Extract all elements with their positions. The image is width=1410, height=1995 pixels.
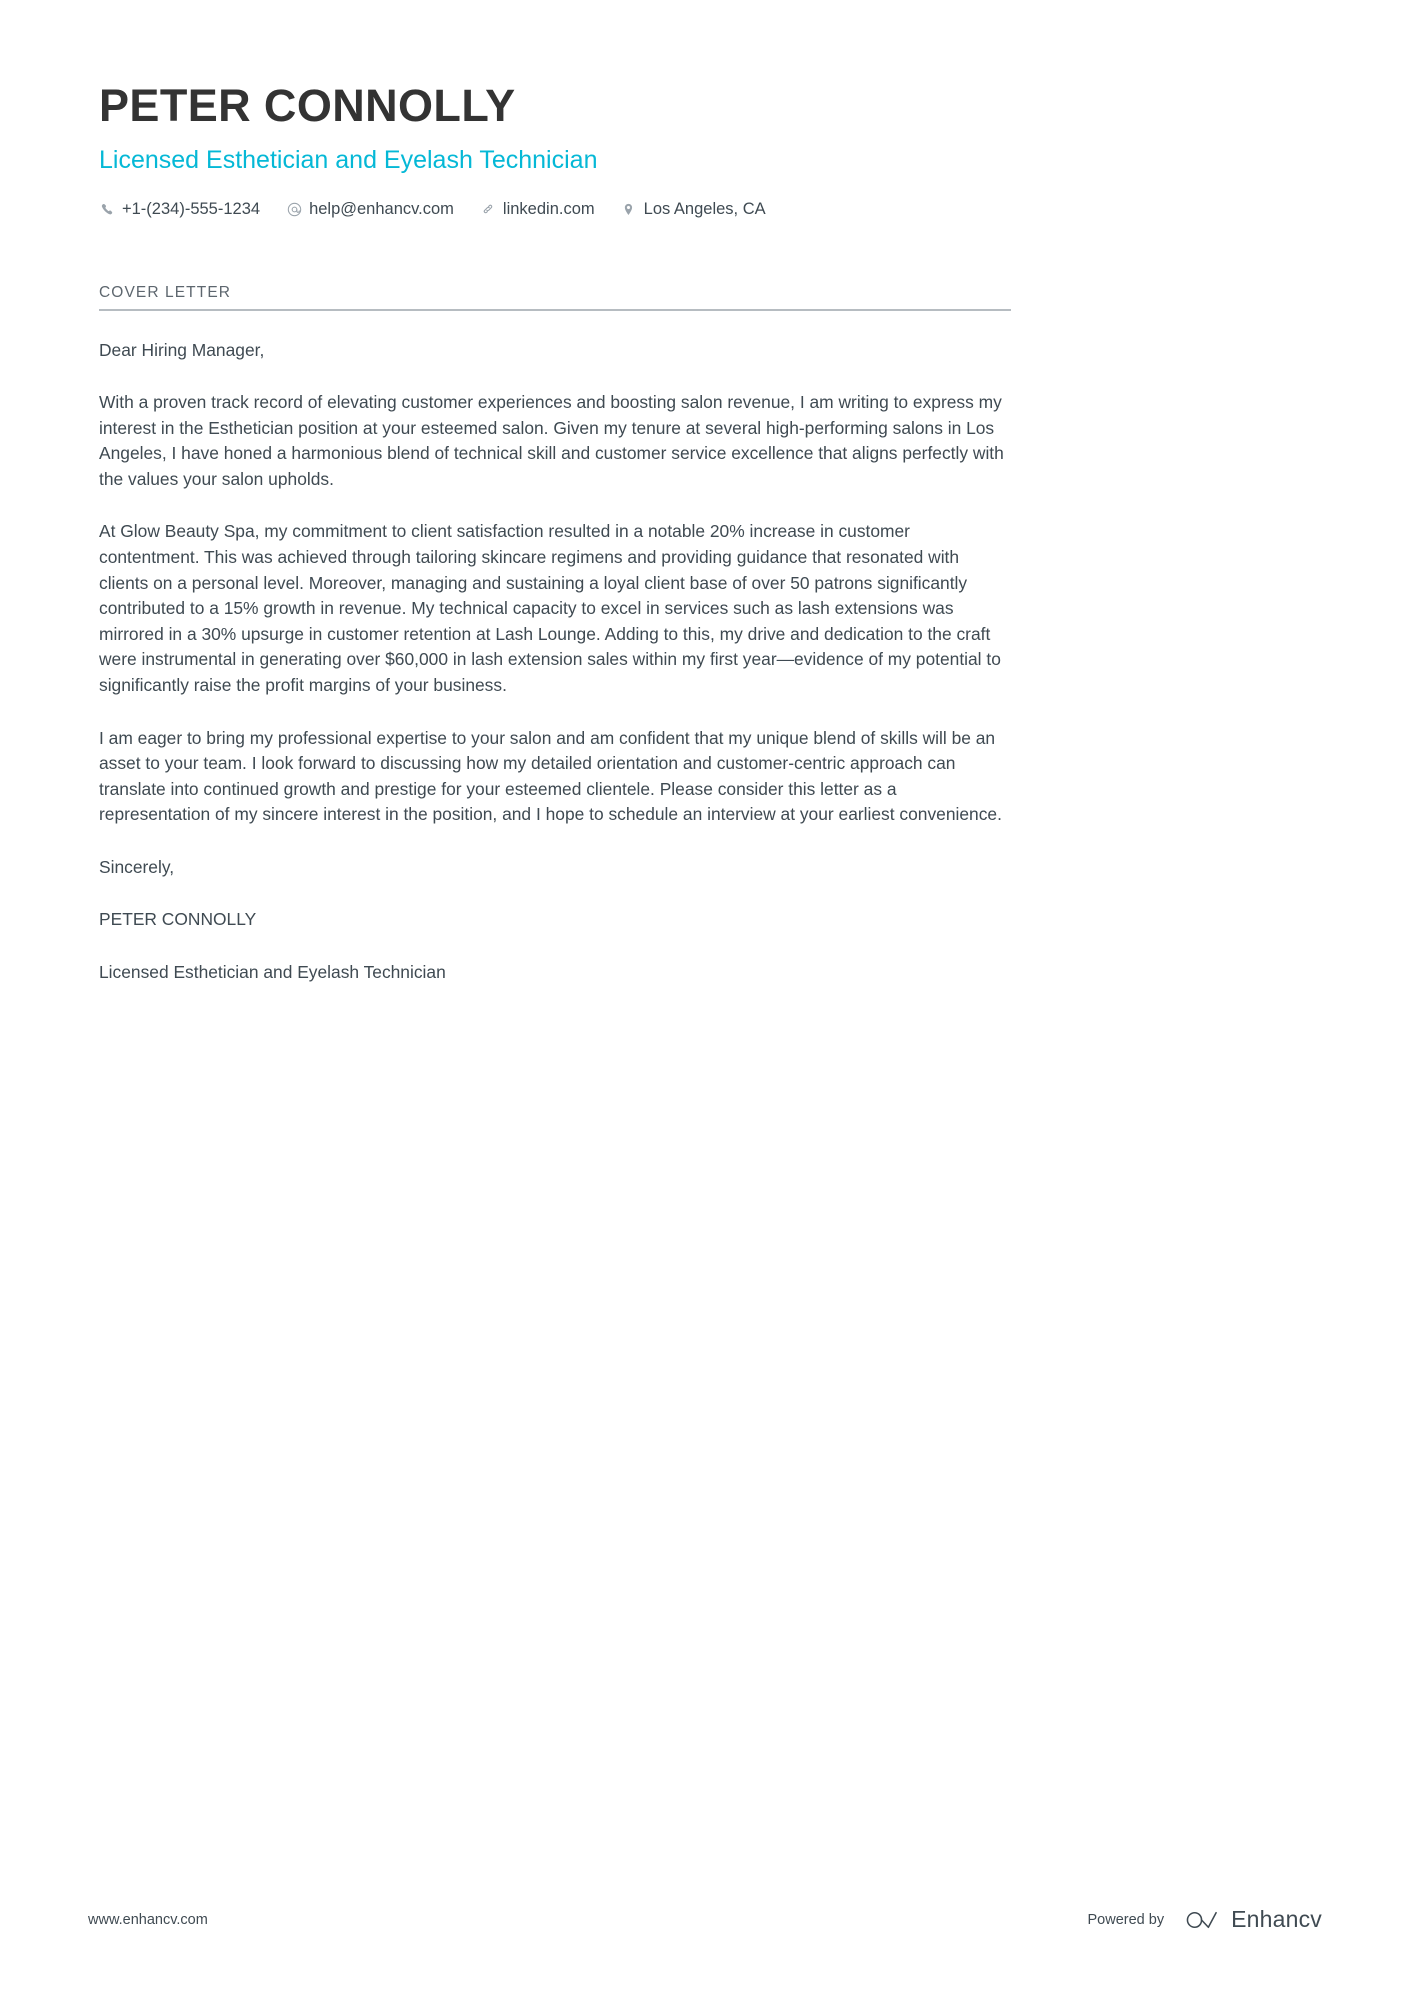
footer-website-link[interactable]: www.enhancv.com — [88, 1911, 208, 1928]
page-footer — [88, 1906, 1322, 1933]
contact-item-linkedin[interactable] — [480, 200, 595, 219]
email-icon — [286, 201, 302, 217]
letter-paragraph: With a proven track record of elevating customer experiences and boosting salon revenue, I am writing to express my interest in the Esthetician position at your esteemed salon. Given my tenure at several high-performing salons in Los Angeles, I have honed a harmonious blend of technical skill and customer service excellence that aligns perfectly with the values your salon upholds. — [99, 392, 1004, 489]
location-pin-icon — [621, 201, 637, 217]
letter-paragraph: At Glow Beauty Spa, my commitment to client satisfaction resulted in a notable 20% increase in customer contentment. This was achieved through tailoring skincare regimens and providing guidance that resonated with clients on a personal level. Moreover, managing and sustaining a loyal client base of over 50 patrons significantly contributed to a 15% growth in revenue. My technical capacity to excel in services such as lash extensions was mirrored in a 30% upsurge in customer retention at Lash Lounge. Adding to this, my drive and dedication to the craft were instrumental in generating over $60,000 in lash extension sales within my first year—evidence of my potential to significantly raise the profit margins of your business. — [99, 521, 1001, 695]
brand-name-label: Enhancv — [1231, 1906, 1322, 1932]
page-title: PETER CONNOLLY — [99, 80, 516, 131]
contact-item-email[interactable] — [286, 200, 454, 219]
section-heading: COVER LETTER — [99, 283, 232, 301]
footer-branding — [1088, 1906, 1323, 1933]
page-content — [99, 0, 1011, 986]
letter-salutation: Dear Hiring Manager, — [99, 339, 265, 360]
contact-location-text: Los Angeles, CA — [643, 199, 766, 218]
letter-body — [99, 338, 1011, 986]
letter-closing: Sincerely, — [99, 856, 175, 877]
enhancv-infinity-logo-icon — [1182, 1909, 1222, 1931]
signature-name: PETER CONNOLLY — [99, 909, 257, 930]
contact-phone-text: +1-(234)-555-1234 — [122, 199, 261, 218]
contact-row — [99, 200, 1011, 219]
signature-title: Licensed Esthetician and Eyelash Technician — [99, 962, 446, 982]
letter-paragraph: I am eager to bring my professional expertise to your salon and am confident that my unique blend of skills will be an asset to your team. I look forward to discussing how my detailed orientation and customer-centric approach can translate into continued growth and prestige for your esteemed clientele. Please consider this letter as a representation of my sincere interest in the position, and I hope to schedule an interview at your earliest convenience. — [99, 727, 1002, 825]
document-header — [99, 0, 1011, 219]
contact-item-location — [621, 200, 766, 219]
contact-item-phone[interactable] — [99, 200, 260, 219]
letter-signoff — [99, 855, 1011, 986]
powered-by-label: Powered by — [1087, 1911, 1165, 1928]
cover-letter-section — [99, 284, 1011, 986]
job-title: Licensed Esthetician and Eyelash Technician — [99, 145, 598, 174]
link-icon — [480, 201, 496, 217]
contact-linkedin-text: linkedin.com — [502, 199, 595, 218]
contact-email-text: help@enhancv.com — [309, 199, 454, 218]
section-divider — [99, 309, 1011, 311]
phone-icon — [99, 201, 115, 217]
